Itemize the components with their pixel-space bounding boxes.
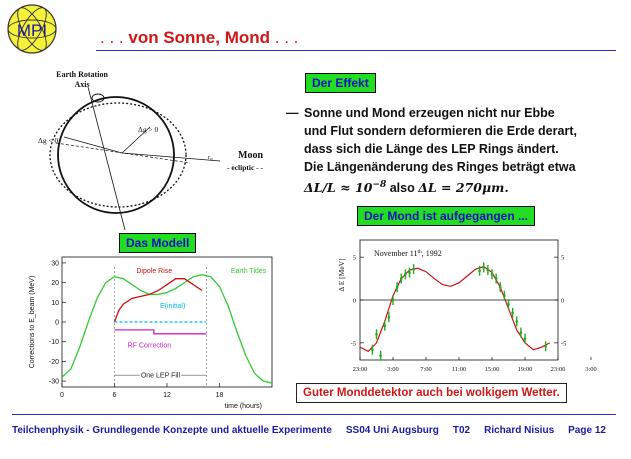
meas-data-point [511,312,514,315]
effect-bullet [286,104,626,197]
meas-y-tick-label-right: 5 [561,254,565,262]
meas-data-point [544,345,547,348]
meas-y-tick-label-right: 0 [561,297,565,305]
model-y-tick-label: 0 [55,319,59,327]
formula-exponent: −8 [372,180,387,190]
meas-data-point [520,331,523,334]
bullet-line-2: und Flut sondern deformieren die Erde derart, [304,124,577,138]
meas-chart-title [374,249,442,258]
slide-title [100,28,298,48]
bullet-line-3: dass sich die Länge des LEP Rings ändert. [304,142,559,156]
tidal-ellipse [50,103,186,207]
meas-x-tick-label: 23:00 [550,366,566,373]
moon-detector-box: Guter Monddetektor auch bei wolkigem Wetter. [296,383,567,403]
meas-data-point [503,294,506,297]
meas-data-point [388,316,391,319]
model-legend-label: RF Correction [127,342,172,350]
footer-course: Teilchenphysik - Grundlegende Konzepte und aktuelle Experimente [12,425,332,436]
meas-data-point [499,286,502,289]
meas-data-point [375,333,378,336]
model-x-tick-label: 0 [60,392,64,399]
formula-right: ΔL = 270μm. [418,180,509,196]
model-series-earth-tides [62,275,272,383]
meas-fit-curve [360,267,550,352]
meas-data-point [482,266,485,269]
meas-data-point [491,273,494,276]
model-y-tick-label: -10 [48,339,59,347]
meas-data-point [392,299,395,302]
meas-data-point [524,337,527,340]
model-legend-label: E(initial) [160,303,186,311]
footer [12,425,616,436]
meas-data-point [412,268,415,271]
meas-data-point [507,303,510,306]
bullet-dash: — [286,106,299,120]
model-series-rf-correction [115,330,207,334]
meas-data-point [400,277,403,280]
model-box: Das Modell [119,233,196,253]
model-y-tick-label: -20 [48,358,59,366]
ecliptic-label: - ecliptic - - [227,163,264,172]
axis-label-line2: Axis [74,80,90,89]
model-legend-label: Dipole Rise [136,267,173,275]
r-label [208,155,214,162]
meas-y-tick-label: 0 [352,297,356,305]
formula-mid: also [386,181,419,196]
model-x-tick-label: 18 [215,392,224,399]
title-dots-right: . . . [274,28,299,47]
meas-data-point [495,277,498,280]
title-rule [96,50,616,51]
meas-y-tick-label: 5 [352,254,356,262]
footer-topic: T02 [452,425,471,436]
formula-left: ΔL/L ≈ 10 [304,180,373,196]
title-dots-left: . . . [100,28,124,47]
meas-x-tick-label: 3:00 [585,366,597,373]
model-legend-label: Earth Tides [230,267,267,275]
meas-y-tick-label: -5 [350,340,356,348]
model-x-tick-label: 6 [112,392,117,399]
meas-title-main: November 11 [374,249,418,258]
effect-box: Der Effekt [305,73,376,93]
meas-data-point [515,320,518,323]
earth-deformation-figure [30,65,280,255]
footer-author: Richard Nisius [484,425,555,436]
meas-x-tick-label: 7:00 [420,366,432,373]
model-x-axis-label: time (hours) [224,403,262,410]
model-y-axis-label: Corrections to E_beam (MeV) [29,275,36,369]
bullet-line-4: Die Längenänderung des Ringes beträgt etwa [304,160,576,174]
meas-data-point [379,354,382,357]
meas-data-point [408,271,411,274]
title-main: von Sonne, Mond [128,28,271,47]
moon-label: Moon [238,150,263,161]
dg-positive-label: Δg > 0 [138,125,159,134]
r-sub: r [208,155,210,161]
meas-x-tick-label: 3:00 [387,366,399,373]
model-series-dipole-rise [115,279,203,322]
moon-risen-box: Der Mond ist aufgegangen ... [357,206,535,226]
logo-text: MPI [16,21,48,40]
model-y-tick-label: -30 [48,378,59,386]
bullet-line-1: Sonne und Mond erzeugen nicht nur Ebbe [304,106,555,120]
mpi-logo [2,2,62,57]
meas-data-point [404,273,407,276]
meas-x-tick-label: 11:00 [451,366,467,373]
meas-title-tail: , 1992 [421,249,442,258]
measurement-chart [330,232,597,380]
model-y-tick-label: 30 [51,260,59,268]
meas-y-tick-label-right: -5 [561,340,567,348]
meas-y-axis-label: Δ E [MeV] [337,258,346,292]
meas-data-point [371,348,374,351]
r-sub-index: m [210,156,214,162]
model-y-tick-label: 10 [51,299,59,307]
bullet-formula [304,176,626,197]
footer-page: Page 12 [568,425,606,436]
footer-term: SS04 Uni Augsburg [345,425,439,436]
axis-label-line1: Earth Rotation [56,70,108,79]
dg-negative-label: Δg < 0 [38,136,59,145]
model-x-tick-label: 12 [163,392,171,399]
model-y-tick-label: 20 [51,280,59,288]
meas-data-point [396,286,399,289]
meas-title-sup: th [417,249,422,255]
footer-rule [12,414,616,415]
meas-data-point [487,269,490,272]
meas-x-tick-label: 19:00 [517,366,533,373]
meas-x-tick-label: 15:00 [484,366,500,373]
model-chart [22,252,284,412]
meas-data-point [383,324,386,327]
model-annotation-one-lep-fill: One LEP Fill [140,372,181,380]
meas-data-point [478,270,481,273]
meas-x-tick-label: 23:00 [352,366,368,373]
